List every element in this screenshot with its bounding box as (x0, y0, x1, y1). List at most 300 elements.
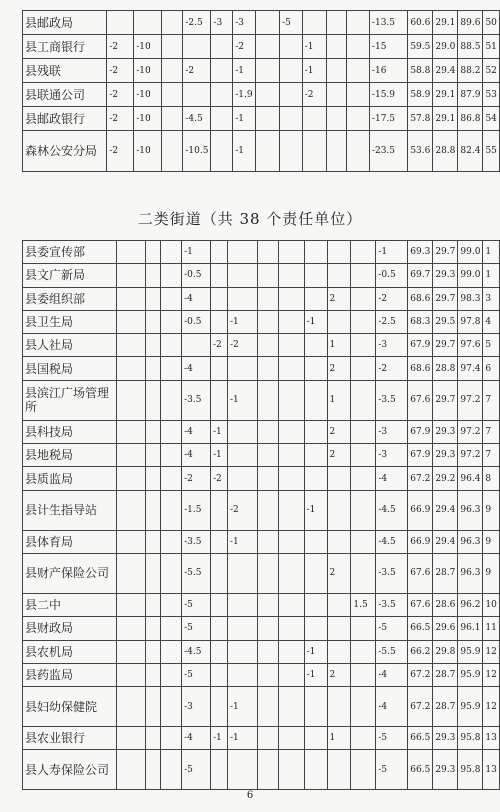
unit-name-cell: 县邮政银行 (23, 107, 107, 131)
score-cell: 28.6 (433, 593, 458, 616)
score-cell: 58.9 (408, 83, 433, 107)
table-row (23, 287, 500, 310)
score-cell (117, 444, 146, 467)
score-cell (161, 264, 182, 287)
score-cell (211, 663, 228, 686)
score-cell: -1 (304, 490, 327, 530)
score-cell: -2.5 (183, 11, 211, 35)
score-cell (161, 11, 182, 35)
score-cell (278, 593, 304, 616)
score-cell (211, 617, 228, 640)
score-cell: -3.5 (376, 593, 408, 616)
section-title: 二类街道（共 38 个责任单位） (137, 210, 363, 228)
score-cell: 89.6 (458, 11, 483, 35)
score-cell: 29.7 (433, 380, 458, 420)
table-row (23, 490, 500, 530)
score-cell (257, 287, 278, 310)
score-cell (146, 640, 161, 663)
score-cell (351, 640, 376, 663)
table-row (23, 553, 500, 593)
score-cell: 66.5 (408, 750, 433, 790)
score-cell (302, 131, 326, 172)
score-cell (257, 593, 278, 616)
score-cell (304, 444, 327, 467)
table-row (23, 107, 500, 131)
score-cell: -1 (182, 241, 211, 264)
unit-name-cell: 县工商银行 (23, 35, 107, 59)
score-cell: -5 (280, 11, 303, 35)
score-cell (280, 59, 303, 83)
score-cell (117, 593, 146, 616)
score-cell: -2 (302, 83, 326, 107)
score-cell: -3.5 (376, 553, 408, 593)
score-cell (161, 131, 182, 172)
score-cell: -1.5 (182, 490, 211, 530)
score-cell: 5 (483, 334, 500, 357)
unit-name-cell: 县计生指导站 (23, 490, 117, 530)
score-cell (183, 83, 211, 107)
score-cell (161, 553, 182, 593)
score-cell: 98.3 (458, 287, 483, 310)
score-cell: 3 (483, 287, 500, 310)
score-cell (117, 264, 146, 287)
score-cell (146, 467, 161, 490)
score-cell (211, 59, 233, 83)
score-cell: -3 (376, 420, 408, 443)
score-cell: -1 (302, 59, 326, 83)
score-cell: 50 (483, 11, 500, 35)
score-cell: -1.9 (233, 83, 256, 107)
score-cell (227, 593, 257, 616)
score-cell: 97.6 (458, 334, 483, 357)
score-cell: 29.4 (433, 59, 458, 83)
score-cell: 97.2 (458, 444, 483, 467)
score-cell (134, 11, 162, 35)
score-cell: -0.5 (376, 264, 408, 287)
score-cell: 99.0 (458, 264, 483, 287)
score-cell: -4 (376, 663, 408, 686)
score-cell (327, 83, 347, 107)
score-cell: 29.3 (433, 264, 458, 287)
score-cell (117, 687, 146, 727)
score-cell: 67.2 (408, 663, 433, 686)
score-cell: -3 (211, 11, 233, 35)
score-cell: -4.5 (182, 640, 211, 663)
score-cell: -1 (233, 131, 256, 172)
score-cell (161, 593, 182, 616)
score-cell: 1 (327, 727, 351, 750)
score-cell (278, 264, 304, 287)
score-cell (302, 107, 326, 131)
score-cell: -4 (182, 287, 211, 310)
table-row (23, 444, 500, 467)
score-cell (211, 593, 228, 616)
score-cell (146, 357, 161, 380)
score-cell (257, 640, 278, 663)
unit-name-cell: 县人寿保险公司 (23, 750, 117, 790)
score-cell: 97.4 (458, 357, 483, 380)
score-cell: 52 (483, 59, 500, 83)
score-cell (256, 107, 280, 131)
score-cell: -10 (134, 59, 162, 83)
category-two-table (22, 240, 500, 790)
score-cell (278, 687, 304, 727)
table-row (23, 131, 500, 172)
score-cell (211, 107, 233, 131)
score-cell (146, 264, 161, 287)
score-cell: -1 (211, 727, 228, 750)
table-row (23, 35, 500, 59)
score-cell: -13.5 (369, 11, 407, 35)
score-cell: -15 (369, 35, 407, 59)
score-cell (304, 357, 327, 380)
score-cell (257, 663, 278, 686)
score-cell (327, 35, 347, 59)
unit-name-cell: 县农机局 (23, 640, 117, 663)
score-cell (146, 617, 161, 640)
score-cell: 67.6 (408, 380, 433, 420)
unit-name-cell: 县地税局 (23, 444, 117, 467)
unit-name-cell: 县科技局 (23, 420, 117, 443)
score-cell (257, 334, 278, 357)
score-cell (346, 83, 369, 107)
score-cell (351, 444, 376, 467)
score-cell (304, 530, 327, 553)
score-cell (117, 241, 146, 264)
score-cell: 13 (483, 727, 500, 750)
score-cell (278, 663, 304, 686)
score-cell (302, 11, 326, 35)
score-cell (346, 11, 369, 35)
unit-name-cell: 县人社局 (23, 334, 117, 357)
score-cell: 7 (483, 380, 500, 420)
unit-name-cell: 县邮政局 (23, 11, 107, 35)
score-cell (211, 357, 228, 380)
score-cell (161, 287, 182, 310)
score-cell (117, 334, 146, 357)
score-cell (346, 131, 369, 172)
score-cell: 2 (327, 553, 351, 593)
score-cell: -2 (107, 107, 134, 131)
score-cell (257, 241, 278, 264)
score-cell: 66.9 (408, 490, 433, 530)
score-cell: 9 (483, 530, 500, 553)
score-cell: 66.2 (408, 640, 433, 663)
score-cell: 96.3 (458, 530, 483, 553)
score-cell (351, 687, 376, 727)
score-cell: -10 (134, 107, 162, 131)
score-cell: 88.2 (458, 59, 483, 83)
score-cell: -4.5 (376, 530, 408, 553)
score-cell: -2 (227, 334, 257, 357)
score-cell: 2 (327, 357, 351, 380)
score-cell (211, 750, 228, 790)
score-cell (211, 264, 228, 287)
score-cell: -3 (233, 11, 256, 35)
score-cell (146, 687, 161, 727)
score-cell (117, 310, 146, 333)
score-cell: 95.8 (458, 727, 483, 750)
unit-name-cell: 县联通公司 (23, 83, 107, 107)
score-cell: -2 (211, 467, 228, 490)
score-cell: 2 (327, 444, 351, 467)
score-cell: -1 (304, 663, 327, 686)
table-row (23, 241, 500, 264)
score-cell: -2 (107, 59, 134, 83)
score-cell: -10 (134, 35, 162, 59)
score-cell: 29.7 (433, 334, 458, 357)
score-cell (211, 490, 228, 530)
score-cell: -1 (227, 380, 257, 420)
score-cell (257, 553, 278, 593)
score-cell: 66.5 (408, 727, 433, 750)
score-cell: -2 (227, 490, 257, 530)
score-cell (351, 467, 376, 490)
score-cell: -5.5 (182, 553, 211, 593)
score-cell: -5 (376, 750, 408, 790)
score-cell (257, 264, 278, 287)
score-cell (161, 530, 182, 553)
score-cell: 66.9 (408, 530, 433, 553)
score-cell (304, 380, 327, 420)
score-cell (327, 310, 351, 333)
score-cell (146, 727, 161, 750)
score-cell: 1 (483, 264, 500, 287)
score-cell (211, 640, 228, 663)
score-cell (278, 310, 304, 333)
score-cell: 1 (327, 334, 351, 357)
score-cell: -5 (182, 750, 211, 790)
score-cell: 59.5 (408, 35, 433, 59)
score-cell: 9 (483, 553, 500, 593)
score-cell (351, 334, 376, 357)
score-cell: 8 (483, 467, 500, 490)
score-cell (227, 420, 257, 443)
score-cell (327, 59, 347, 83)
unit-name-cell: 县文广新局 (23, 264, 117, 287)
score-cell (304, 264, 327, 287)
score-cell (117, 640, 146, 663)
score-cell: 1 (483, 241, 500, 264)
score-cell (211, 530, 228, 553)
score-cell: 7 (483, 420, 500, 443)
score-cell: 11 (483, 617, 500, 640)
table-row (23, 750, 500, 790)
score-cell: 29.7 (433, 287, 458, 310)
score-cell: 69.7 (408, 264, 433, 287)
score-cell (304, 553, 327, 593)
score-cell: -5 (182, 663, 211, 686)
score-cell: -4 (182, 444, 211, 467)
score-cell (278, 530, 304, 553)
score-cell (146, 287, 161, 310)
score-cell: 28.7 (433, 687, 458, 727)
score-cell: -2.5 (376, 310, 408, 333)
score-cell: -4.5 (183, 107, 211, 131)
evaluation-table-continued (22, 10, 500, 172)
table-row (23, 420, 500, 443)
score-cell (346, 59, 369, 83)
score-cell: -5 (182, 593, 211, 616)
score-cell: 10 (483, 593, 500, 616)
score-cell (146, 750, 161, 790)
score-cell (211, 35, 233, 59)
score-cell (278, 357, 304, 380)
score-cell (257, 530, 278, 553)
score-cell (327, 617, 351, 640)
score-cell (161, 750, 182, 790)
score-cell: 53 (483, 83, 500, 107)
score-cell (304, 727, 327, 750)
score-cell: 95.9 (458, 663, 483, 686)
score-cell (351, 663, 376, 686)
score-cell (117, 663, 146, 686)
score-cell: 29.1 (433, 11, 458, 35)
score-cell: -5 (182, 617, 211, 640)
score-cell (117, 380, 146, 420)
score-cell: -0.5 (182, 310, 211, 333)
score-cell (211, 553, 228, 593)
score-cell: -5.5 (376, 640, 408, 663)
score-cell: -1 (302, 35, 326, 59)
score-cell (117, 357, 146, 380)
score-cell: -2 (182, 467, 211, 490)
score-cell: 29.3 (433, 727, 458, 750)
score-cell (351, 727, 376, 750)
score-cell: -1 (211, 420, 228, 443)
unit-name-cell: 县妇幼保健院 (23, 687, 117, 727)
score-cell: 1 (327, 380, 351, 420)
score-cell: 28.7 (433, 553, 458, 593)
score-cell: -23.5 (369, 131, 407, 172)
score-cell: -2 (211, 334, 228, 357)
score-cell: -3.5 (182, 380, 211, 420)
score-cell (304, 467, 327, 490)
score-cell: 96.3 (458, 490, 483, 530)
score-cell (256, 11, 280, 35)
score-cell (257, 727, 278, 750)
score-cell (211, 310, 228, 333)
score-cell (146, 663, 161, 686)
score-cell: 95.9 (458, 687, 483, 727)
score-cell: -17.5 (369, 107, 407, 131)
score-cell: 96.2 (458, 593, 483, 616)
unit-name-cell: 县财政局 (23, 617, 117, 640)
score-cell (161, 420, 182, 443)
score-cell: 66.5 (408, 617, 433, 640)
score-cell (278, 640, 304, 663)
unit-name-cell: 县二中 (23, 593, 117, 616)
score-cell: -2 (107, 35, 134, 59)
table-row (23, 617, 500, 640)
score-cell: 69.3 (408, 241, 433, 264)
score-cell (257, 467, 278, 490)
score-cell (351, 750, 376, 790)
score-cell (351, 310, 376, 333)
score-cell: -5 (376, 617, 408, 640)
unit-name-cell: 县滨江广场管理所 (23, 380, 117, 420)
score-cell (161, 467, 182, 490)
score-cell: 82.4 (458, 131, 483, 172)
score-cell (304, 687, 327, 727)
score-cell (280, 83, 303, 107)
score-cell: 97.8 (458, 310, 483, 333)
score-cell (227, 287, 257, 310)
score-cell: 67.2 (408, 467, 433, 490)
score-cell: -16 (369, 59, 407, 83)
score-cell (278, 380, 304, 420)
score-cell: 29.4 (433, 530, 458, 553)
score-cell: 29.0 (433, 35, 458, 59)
score-cell: 54 (483, 107, 500, 131)
unit-name-cell: 县农业银行 (23, 727, 117, 750)
score-cell (161, 444, 182, 467)
score-cell: 29.1 (433, 107, 458, 131)
score-cell: 95.9 (458, 640, 483, 663)
score-cell (146, 490, 161, 530)
score-cell (304, 287, 327, 310)
score-cell (257, 310, 278, 333)
score-cell (117, 727, 146, 750)
score-cell (327, 11, 347, 35)
score-cell: 88.5 (458, 35, 483, 59)
score-cell (227, 617, 257, 640)
score-cell (351, 264, 376, 287)
score-cell: 60.6 (408, 11, 433, 35)
score-cell (117, 617, 146, 640)
score-cell (161, 241, 182, 264)
score-cell: 29.3 (433, 444, 458, 467)
table-row (23, 83, 500, 107)
score-cell: 2 (327, 663, 351, 686)
score-cell (351, 241, 376, 264)
score-cell: 86.8 (458, 107, 483, 131)
score-cell (161, 107, 182, 131)
score-cell: 67.9 (408, 334, 433, 357)
table-row (23, 334, 500, 357)
table-row (23, 593, 500, 616)
score-cell (227, 444, 257, 467)
score-cell: 68.6 (408, 357, 433, 380)
score-cell (257, 380, 278, 420)
score-cell: 67.2 (408, 687, 433, 727)
score-cell: 51 (483, 35, 500, 59)
score-cell (161, 357, 182, 380)
score-cell: 99.0 (458, 241, 483, 264)
score-cell: -1 (227, 687, 257, 727)
score-cell (278, 241, 304, 264)
score-cell (161, 617, 182, 640)
table-row (23, 467, 500, 490)
score-cell (161, 83, 182, 107)
score-cell: 2 (327, 420, 351, 443)
score-cell (351, 287, 376, 310)
score-cell: 1.5 (351, 593, 376, 616)
table-row (23, 663, 500, 686)
score-cell: -3.5 (182, 530, 211, 553)
score-cell: -3 (376, 444, 408, 467)
score-cell: -1 (233, 107, 256, 131)
score-cell (256, 59, 280, 83)
score-cell (327, 750, 351, 790)
score-cell (117, 530, 146, 553)
score-cell (227, 663, 257, 686)
score-cell: 29.2 (433, 467, 458, 490)
score-cell: 67.6 (408, 553, 433, 593)
score-cell (107, 11, 134, 35)
score-cell (146, 444, 161, 467)
table-row (23, 687, 500, 727)
